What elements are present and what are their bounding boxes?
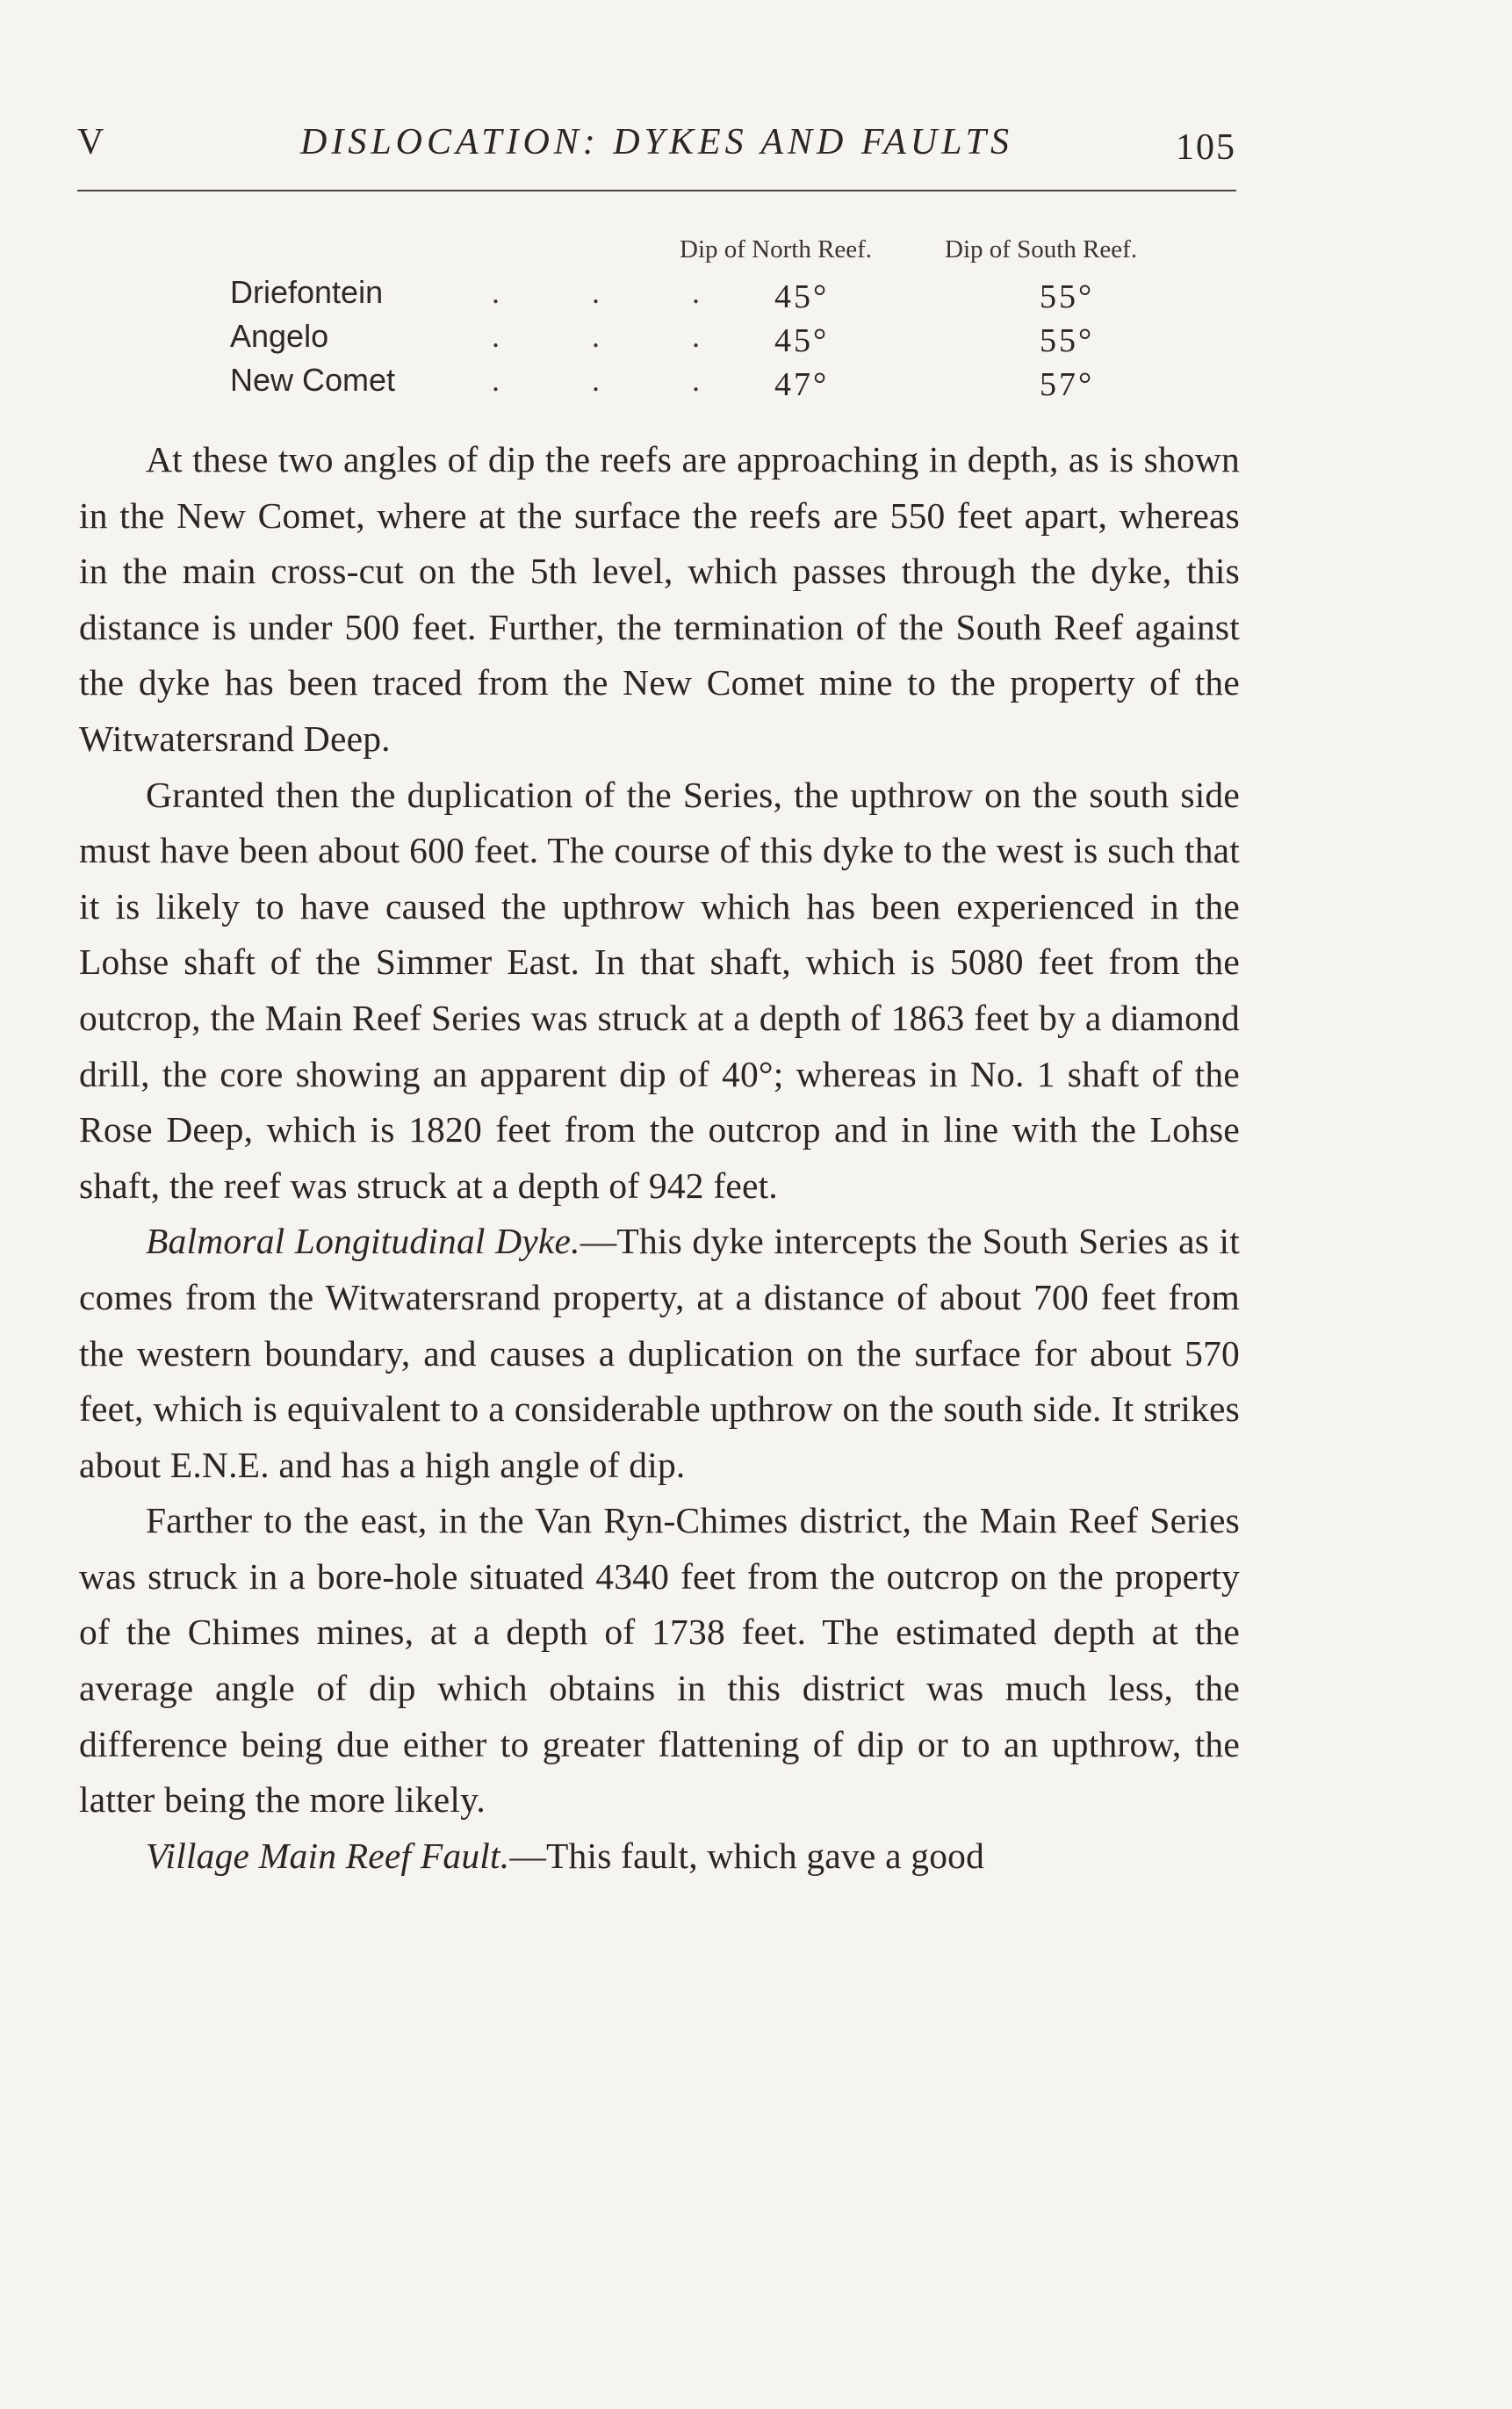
paragraph-text: —This fault, which gave a good	[509, 1835, 985, 1876]
body-text	[79, 432, 1240, 1884]
paragraph	[79, 432, 1240, 768]
paragraph-text: At these two angles of dip the reefs are approaching in depth, as is shown in the New Comet, where at the surface the reefs are 550 feet apart, whereas in the main cross-cut on the 5th level, which passes through the dyke, this distance is under 500 feet. Further, the termination of the South Reef against the dyke has been traced from the New Comet mine to the property of the Witwatersrand Deep.	[79, 439, 1240, 759]
dot-leaders: . . .	[492, 319, 742, 354]
dot-leaders: . . .	[492, 363, 742, 398]
paragraph	[79, 1214, 1240, 1493]
chapter-title: DISLOCATION: DYKES AND FAULTS	[300, 122, 1013, 162]
section-heading: Balmoral Longitudinal Dyke.	[146, 1221, 580, 1262]
section-heading: Village Main Reef Fault.	[146, 1835, 510, 1876]
table-row	[0, 274, 1512, 318]
table-row	[0, 318, 1512, 362]
north-reef-dip: 45°	[774, 278, 830, 315]
south-reef-dip: 57°	[1040, 366, 1095, 403]
paragraph-text: Granted then the duplication of the Series, the upthrow on the south side must have been about 600 feet. The course of this dyke to the west is such that it is likely to have caused the upthrow which has been experienced in the Lohse shaft of the Simmer East. In that shaft, which is 5080 feet from the outcrop, the Main Reef Series was struck at a depth of 1863 feet by a diamond drill, the core showing an apparent dip of 40°; whereas in No. 1 shaft of the Rose Deep, which is 1820 feet from the outcrop and in line with the Lohse shaft, the reef was struck at a depth of 942 feet.	[79, 774, 1240, 1206]
page-number: 105	[1176, 127, 1236, 168]
north-reef-dip: 47°	[774, 366, 830, 403]
dip-table	[0, 235, 1512, 420]
column-header-south-reef: Dip of South Reef.	[945, 235, 1138, 263]
mine-name: Angelo	[230, 318, 329, 354]
chapter-number: V	[77, 122, 106, 162]
running-header	[77, 121, 1236, 170]
paragraph	[79, 1828, 1240, 1885]
north-reef-dip: 45°	[774, 322, 830, 359]
mine-name: New Comet	[230, 362, 396, 398]
paragraph-text: —This dyke intercepts the South Series as it comes from the Witwatersrand property, at a distance of about 700 feet from the western boundary, and causes a duplication on the surface for about 570 feet, which is equivalent to a considerable upthrow on the south side. It strikes about E.N.E. and has a high angle of dip.	[79, 1221, 1240, 1485]
table-row	[0, 362, 1512, 406]
paragraph	[79, 768, 1240, 1215]
dot-leaders: . . .	[492, 275, 742, 310]
header-rule	[77, 190, 1236, 191]
mine-name: Driefontein	[230, 274, 384, 310]
column-header-north-reef: Dip of North Reef.	[680, 235, 873, 263]
paragraph-text: Farther to the east, in the Van Ryn-Chimes district, the Main Reef Series was struck in a bore-hole situated 4340 feet from the outcrop on the property of the Chimes mines, at a depth of 1738 feet. The estimated depth at the average angle of dip which obtains in this district was much less, the difference being due either to greater flattening of dip or to an upthrow, the latter being the more likely.	[79, 1500, 1240, 1821]
south-reef-dip: 55°	[1040, 278, 1095, 315]
south-reef-dip: 55°	[1040, 322, 1095, 359]
paragraph	[79, 1493, 1240, 1828]
